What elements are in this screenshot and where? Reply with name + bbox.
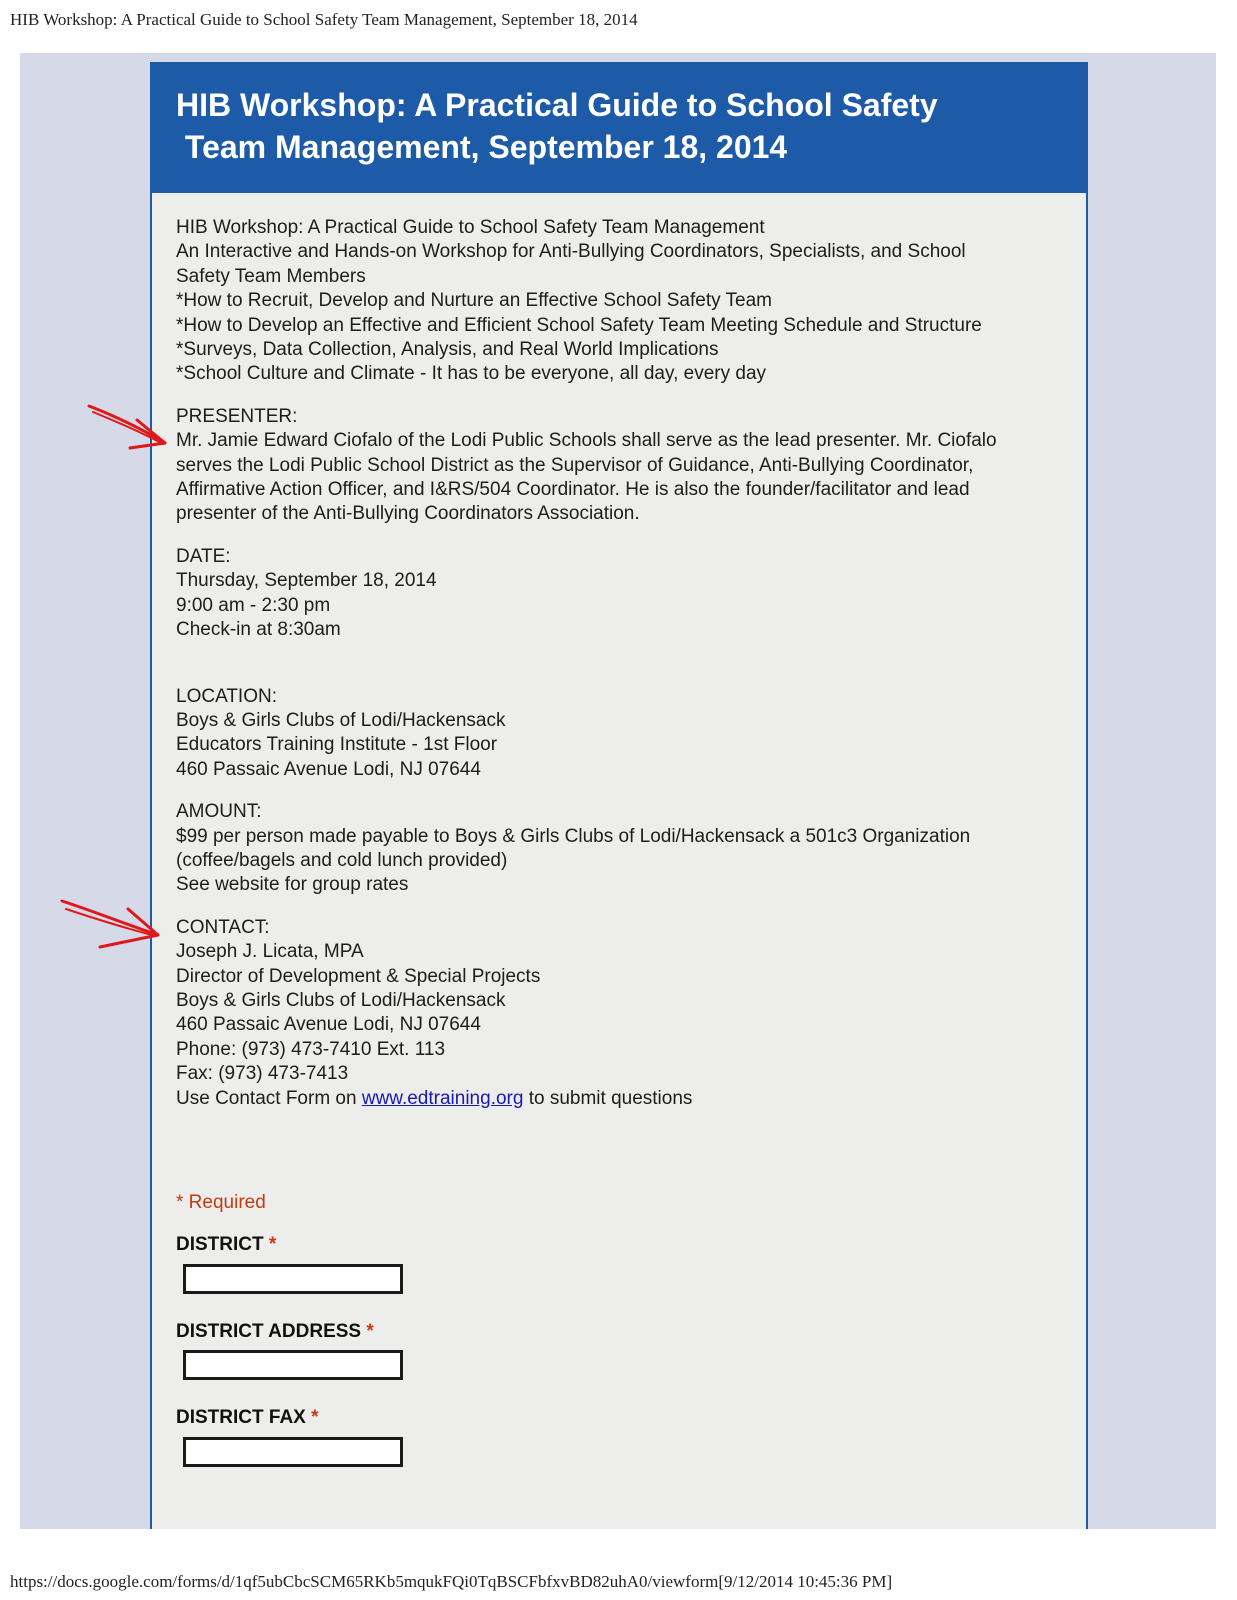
contact-line: Director of Development & Special Projects [176,965,541,987]
required-star: * [311,1407,319,1429]
annotation-arrow-icon [85,398,175,458]
district-address-label: DISTRICT ADDRESS [176,1320,362,1342]
contact-line: Phone: (973) 473-7410 Ext. 113 [176,1038,446,1060]
date-heading: DATE: [176,545,231,567]
form-panel [150,62,1088,1529]
date-line: Thursday, September 18, 2014 [176,570,437,592]
intro-line: Safety Team Members [176,265,366,287]
district-fax-field [176,1406,1062,1466]
district-fax-input[interactable] [183,1437,403,1467]
contact-form-prefix: Use Contact Form on [176,1087,362,1109]
annotation-arrow-icon [58,893,168,953]
required-star: * [268,1234,277,1256]
contact-form-line [176,1087,1062,1111]
district-label: DISTRICT [176,1234,264,1256]
amount-section [176,800,1062,898]
presenter-line: Affirmative Action Officer, and I&RS/504 Coordinator. He is also the founder/facilitator and lead [176,479,970,501]
contact-line: Boys & Girls Clubs of Lodi/Hackensack [176,989,506,1011]
date-line: Check-in at 8:30am [176,619,341,641]
amount-heading: AMOUNT: [176,801,262,823]
district-input[interactable] [183,1264,403,1294]
presenter-line: Mr. Jamie Edward Ciofalo of the Lodi Public Schools shall serve as the lead presenter. Mr. Ciofalo [176,430,997,452]
form-title-line2: Team Management, September 18, 2014 [176,129,788,165]
contact-form-suffix: to submit questions [523,1087,693,1109]
district-fax-label: DISTRICT FAX [176,1407,306,1429]
intro-line: *How to Recruit, Develop and Nurture an Effective School Safety Team [176,290,772,312]
location-heading: LOCATION: [176,685,277,707]
district-field [176,1233,1062,1293]
intro-line: *How to Develop an Effective and Efficient School Safety Team Meeting Schedule and Structure [176,314,982,336]
date-line: 9:00 am - 2:30 pm [176,594,331,616]
intro-line: HIB Workshop: A Practical Guide to School Safety Team Management [176,217,765,238]
intro-line: *School Culture and Climate - It has to be everyone, all day, every day [176,363,767,385]
amount-line: $99 per person made payable to Boys & Girls Clubs of Lodi/Hackensack a 501c3 Organization [176,825,971,847]
intro-line: An Interactive and Hands-on Workshop for Anti-Bullying Coordinators, Specialists, and School [176,241,966,263]
date-section [176,545,1062,643]
district-address-input[interactable] [183,1350,403,1380]
presenter-line: presenter of the Anti-Bullying Coordinators Association. [176,503,640,525]
contact-heading: CONTACT: [176,916,270,938]
form-description [152,193,1086,1467]
form-header [152,62,1086,193]
presenter-section [176,405,1062,527]
required-star: * [366,1320,374,1342]
location-section [176,685,1062,783]
contact-section [176,916,1062,1111]
form-title-line1: HIB Workshop: A Practical Guide to School Safety [176,87,938,123]
location-line: Boys & Girls Clubs of Lodi/Hackensack [176,709,506,731]
location-line: Educators Training Institute - 1st Floor [176,734,498,756]
print-header: HIB Workshop: A Practical Guide to School Safety Team Management, September 18, 2014 [10,10,638,29]
contact-line: Fax: (973) 473-7413 [176,1063,349,1085]
required-note: * Required [176,1192,266,1213]
location-line: 460 Passaic Avenue Lodi, NJ 07644 [176,758,481,780]
presenter-line: serves the Lodi Public School District as the Supervisor of Guidance, Anti-Bullying Coordinator, [176,454,974,476]
edtraining-link[interactable]: www.edtraining.org [361,1087,524,1109]
intro-line: *Surveys, Data Collection, Analysis, and Real World Implications [176,339,719,361]
amount-line: (coffee/bagels and cold lunch provided) [176,849,508,871]
print-footer: https://docs.google.com/forms/d/1qf5ubCbcSCM65RKb5mqukFQi0TqBSCFbfxvBD82uhA0/viewform[9/12/2014 10:45:36 PM] [10,1572,893,1591]
contact-line: Joseph J. Licata, MPA [176,941,364,963]
intro-section [176,216,1062,387]
presenter-heading: PRESENTER: [176,405,298,427]
amount-line: See website for group rates [176,874,409,896]
form-title [176,84,1062,168]
contact-line: 460 Passaic Avenue Lodi, NJ 07644 [176,1014,481,1036]
district-address-field [176,1320,1062,1380]
